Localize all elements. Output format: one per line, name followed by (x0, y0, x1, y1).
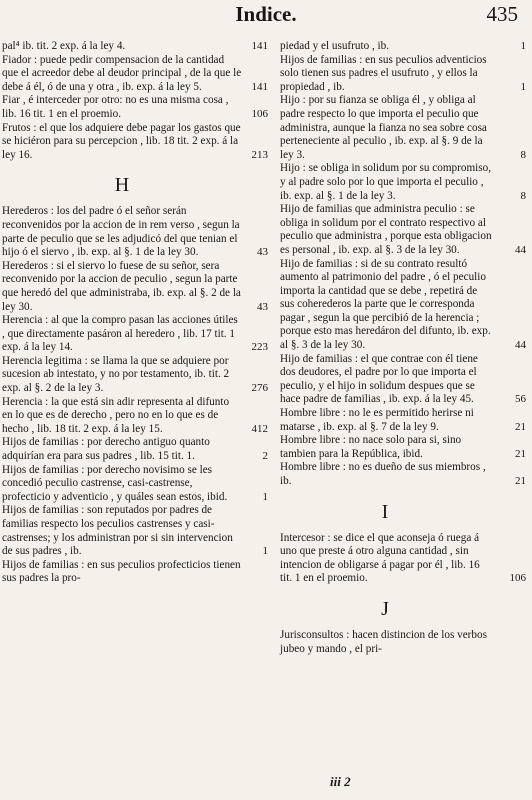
right-entries-top (278, 40, 532, 489)
entry-text: Hijo de familias que administra peculio : se obliga in solidum por el contrato respectivo al peculio que administra , porque esta obligacion es personal , ib. exp. al §. 3 de la ley 30. (280, 203, 492, 256)
left-column (0, 40, 276, 586)
signature-mark: iii 2 (330, 774, 351, 789)
index-entry (0, 464, 276, 505)
index-entry (0, 40, 276, 54)
entry-page-ref: 141 (251, 80, 268, 93)
entry-page-ref: 8 (520, 189, 526, 202)
index-entry (278, 407, 532, 434)
entry-text: Hijos de familias : en sus peculios adventicios solo tienen sus padres el usufruto , y ellos la propiedad , ib. (280, 53, 487, 93)
index-entry (0, 355, 276, 396)
entry-page-ref: 8 (520, 148, 526, 161)
page-title: Indice. (235, 2, 297, 26)
entry-page-ref: 213 (251, 148, 268, 161)
section-letter-j: J (381, 597, 389, 620)
right-entries-i (278, 532, 532, 586)
entry-page-ref: 43 (257, 246, 268, 259)
entry-text: Hijos de familias : en sus peculios profecticios tienen sus padres la pro- (2, 558, 241, 585)
index-entry (0, 205, 276, 259)
entry-text: Hijo de familias : si de su contrato resultó aumento al patrimonio del padre , ó el peculio importa la cantidad que se debe , repetirá de sus coherederos la parte que le corresponda pagar , segun la que percibió de la herencia ; porque esto mas heredáron del difunto, ib. exp. al §. 3 de la ley 30. (280, 257, 491, 352)
entry-page-ref: 106 (509, 572, 526, 585)
entry-text: Frutos : el que los adquiere debe pagar los gastos que se hiciéron para su percepcion , lib. 18 tit. 2 exp. á la ley 16. (2, 121, 241, 161)
entry-page-ref: 276 (251, 382, 268, 395)
entry-page-ref: 1 (262, 545, 268, 558)
index-entry (0, 504, 276, 558)
entry-page-ref: 1 (262, 490, 268, 503)
index-entry (0, 396, 276, 437)
index-entry (278, 353, 532, 407)
entry-text: piedad y el usufruto , ib. (280, 40, 390, 52)
index-entry (0, 94, 276, 121)
entry-text: Jurisconsultos : hacen distincion de los verbos jubeo y mando , el pri- (280, 628, 487, 655)
entry-page-ref: 2 (262, 450, 268, 463)
left-entries-bottom (0, 205, 276, 586)
entry-text: Hombre libre : no nace solo para si, sino tambien para la República, ibid. (280, 434, 462, 460)
right-column (278, 40, 532, 656)
entry-text: Hijo : se obliga in solidum por su compromiso, y al padre solo por lo que importa el peculio , ib. exp. al §. 1 de la ley 3. (280, 162, 492, 202)
index-entry (0, 122, 276, 163)
index-entry (278, 162, 532, 203)
entry-text: Herederos : si el siervo lo fuese de su señor, sera reconvenido por la accion de peculio , segun la parte que heredó del que administraba, ib. exp. al §. 2 de la ley 30. (2, 259, 241, 313)
index-entry (278, 461, 532, 488)
index-entry (278, 532, 532, 586)
section-letter-i: I (381, 500, 389, 523)
right-entries-j (278, 629, 532, 656)
index-entry (0, 54, 276, 95)
index-entry (0, 436, 276, 463)
entry-text: Hijo : por su fianza se obliga él , y obliga al padre respecto lo que importa el peculio que administra, aunque la fianza no sea sobre cosa perteneciente al peculio , ib. exp. al §. 9 de la ley 3. (280, 94, 487, 161)
index-entry (278, 203, 532, 257)
entry-text: Herencia legitima : se llama la que se adquiere por sucesion ab intestato, y no por testamento, ib. tit. 2 exp. al §. 2 de la ley 3. (2, 354, 230, 395)
entry-text: Hijos de familias : son reputados por padres de familias respecto los peculios castrenses y casi-castrenses; y los administran por si sin intervencion de sus padres , ib. (2, 504, 233, 558)
entry-page-ref: 141 (251, 40, 268, 52)
index-entry (278, 434, 532, 461)
index-entry (278, 258, 532, 353)
entry-text: Herencia : al que la compro pasan las acciones útiles , que directamente pasáron al heredero , lib. 17 tit. 1 exp. á la ley 14. (2, 314, 238, 354)
entry-page-ref: 44 (515, 339, 526, 352)
index-entry (278, 54, 532, 95)
entry-page-ref: 21 (515, 475, 526, 487)
entry-text: Hombre libre : no es dueño de sus miembros , ib. (280, 461, 486, 487)
index-entry (278, 40, 532, 54)
entry-text: Fiar , é interceder por otro: no es una misma cosa , lib. 16 tit. 1 en el proemio. (2, 94, 229, 120)
entry-page-ref: 21 (515, 447, 526, 460)
entry-text: Fiador : puede pedir compensacion de la cantidad que el acreedor debe al deudor principal , de la que le debe á él, ó de una y otra , ib. exp. á la ley 5. (2, 53, 242, 93)
entry-text: Hijo de familias : el que contrae con él tiene dos deudores, el padre por lo que importa el peculio, y el hijo in solidum despues que se hace padre de familias , ib. exp. á la ley 45. (280, 352, 478, 406)
index-entry (0, 559, 276, 586)
entry-page-ref: 1 (520, 40, 526, 52)
entry-text: Herencia : la que está sin adir representa al difunto en lo que es de derecho , pero no en lo que es de hecho , lib. 18 tit. 2 exp. á la ley 15. (2, 395, 230, 435)
entry-page-ref: 106 (251, 107, 268, 120)
entry-page-ref: 21 (515, 420, 526, 433)
entry-page-ref: 44 (515, 243, 526, 256)
entry-text: Hijos de familias : por derecho antiguo quanto adquirían era para sus padres , lib. 15 tit. 1. (2, 436, 210, 463)
entry-text: Herederos : los del padre ó el señor serán reconvenidos por la accion de in rem verso , segun la parte de peculio que se les adjudicó del que tenian el hijo ó el siervo , ib. exp. al §. 1 de la ley 30. (2, 205, 240, 259)
index-entry (0, 260, 276, 314)
index-entry (0, 314, 276, 355)
index-entry (278, 629, 532, 656)
entry-page-ref: 43 (257, 300, 268, 313)
entry-page-ref: 1 (520, 80, 526, 93)
entry-page-ref: 56 (515, 393, 526, 406)
index-entry (278, 94, 532, 162)
entry-page-ref: 223 (251, 341, 268, 354)
left-entries-top (0, 40, 276, 162)
entry-page-ref: 412 (251, 422, 268, 435)
section-letter-h: H (114, 174, 130, 197)
page-number: 435 (486, 2, 518, 26)
entry-text: Intercesor : se dice el que aconseja ó ruega á uno que preste á otro alguna cantidad , sin intencion de obligarse á pagar por él , lib. 16 tit. 1 en el proemio. (280, 531, 480, 585)
entry-text: Hombre libre : no le es permitido herirse ni matarse , ib. exp. al §. 7 de la ley 9. (280, 407, 474, 433)
entry-text: Hijos de familias : por derecho novisimo se les concedió peculio castrense, casi-castrense, profecticio y adventicio , y quáles sean estos, ibid. (2, 463, 228, 503)
entry-text: pal⁴ ib. tit. 2 exp. á la ley 4. (2, 40, 126, 52)
